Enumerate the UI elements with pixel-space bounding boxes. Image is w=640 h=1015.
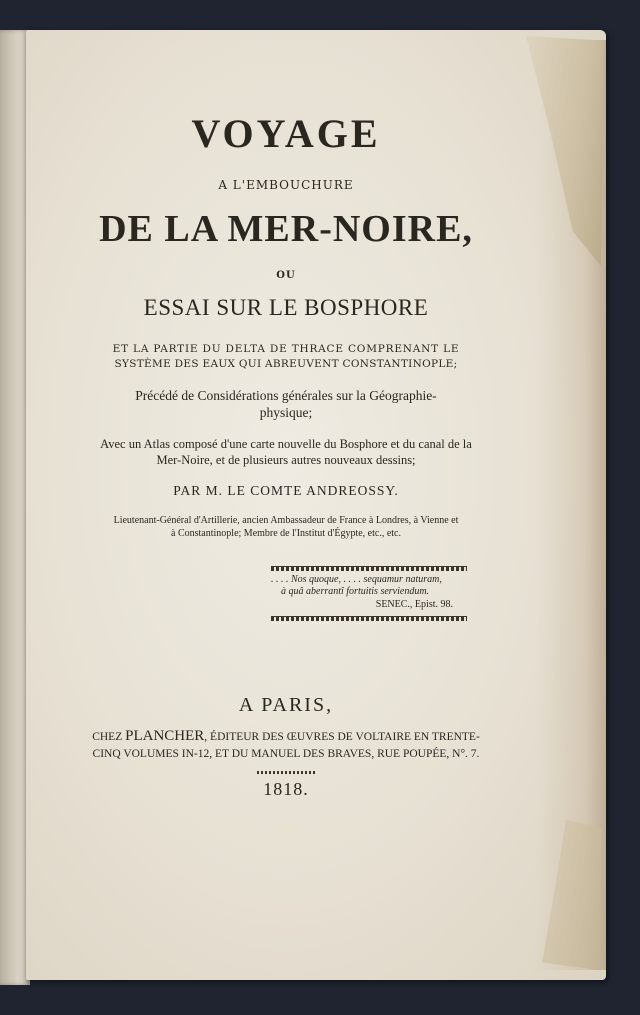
publisher-prefix: CHEZ [92, 731, 126, 743]
epigraph-line2: à quâ aberrantî fortuitis serviendum. [281, 586, 430, 597]
epigraph-line1: . . . . Nos quoque, . . . . sequamur naturam, [271, 574, 442, 585]
epigraph-source: SENEC., Epist. 98. [375, 599, 453, 610]
imprint-year: 1818. [263, 779, 309, 799]
title-voyage: VOYAGE [191, 111, 381, 156]
precede-line2: physique; [259, 405, 313, 420]
epigraph-rule-bottom [271, 616, 467, 621]
publisher-line1-rest: , ÉDITEUR DES ŒUVRES DE VOLTAIRE EN TRENTE- [204, 731, 480, 743]
atlas-line2: Mer-Noire, et de plusieurs autres nouveaux dessins; [156, 453, 416, 467]
precede-line1: Précédé de Considérations générales sur la Géographie- [135, 388, 437, 403]
title-embouchure: A L'EMBOUCHURE [218, 178, 354, 192]
imprint-rule [257, 771, 317, 774]
epigraph-rule-top [271, 566, 467, 571]
subtitle-partie-line2: SYSTÈME DES EAUX QUI ABREUVENT CONSTANTINOPLE; [114, 358, 458, 370]
author-titles-line1: Lieutenant-Général d'Artillerie, ancien Ambassadeur de France à Londres, à Vienne et [113, 515, 459, 526]
title-ou: OU [276, 270, 296, 281]
epigraph [271, 566, 471, 621]
title-page [26, 30, 606, 980]
subtitle-essai: ESSAI SUR LE BOSPHORE [143, 295, 429, 320]
imprint-place: A PARIS, [238, 694, 334, 716]
publisher-line2: CINQ VOLUMES IN-12, ET DU MANUEL DES BRAVES, RUE POUPÉE, N°. 7. [92, 748, 480, 760]
author-line: PAR M. LE COMTE ANDREOSSY. [173, 483, 399, 498]
publisher-name: PLANCHER [125, 728, 205, 744]
publisher-line1 [26, 728, 546, 745]
author-titles-line2: à Constantinople; Membre de l'Institut d'Égypte, etc., etc. [171, 528, 401, 539]
title-mer-noire: DE LA MER-NOIRE, [99, 208, 473, 250]
subtitle-partie-line1: ET LA PARTIE DU DELTA DE THRACE COMPRENANT LE [112, 343, 460, 355]
atlas-line1: Avec un Atlas composé d'une carte nouvelle du Bosphore et du canal de la [100, 437, 472, 451]
